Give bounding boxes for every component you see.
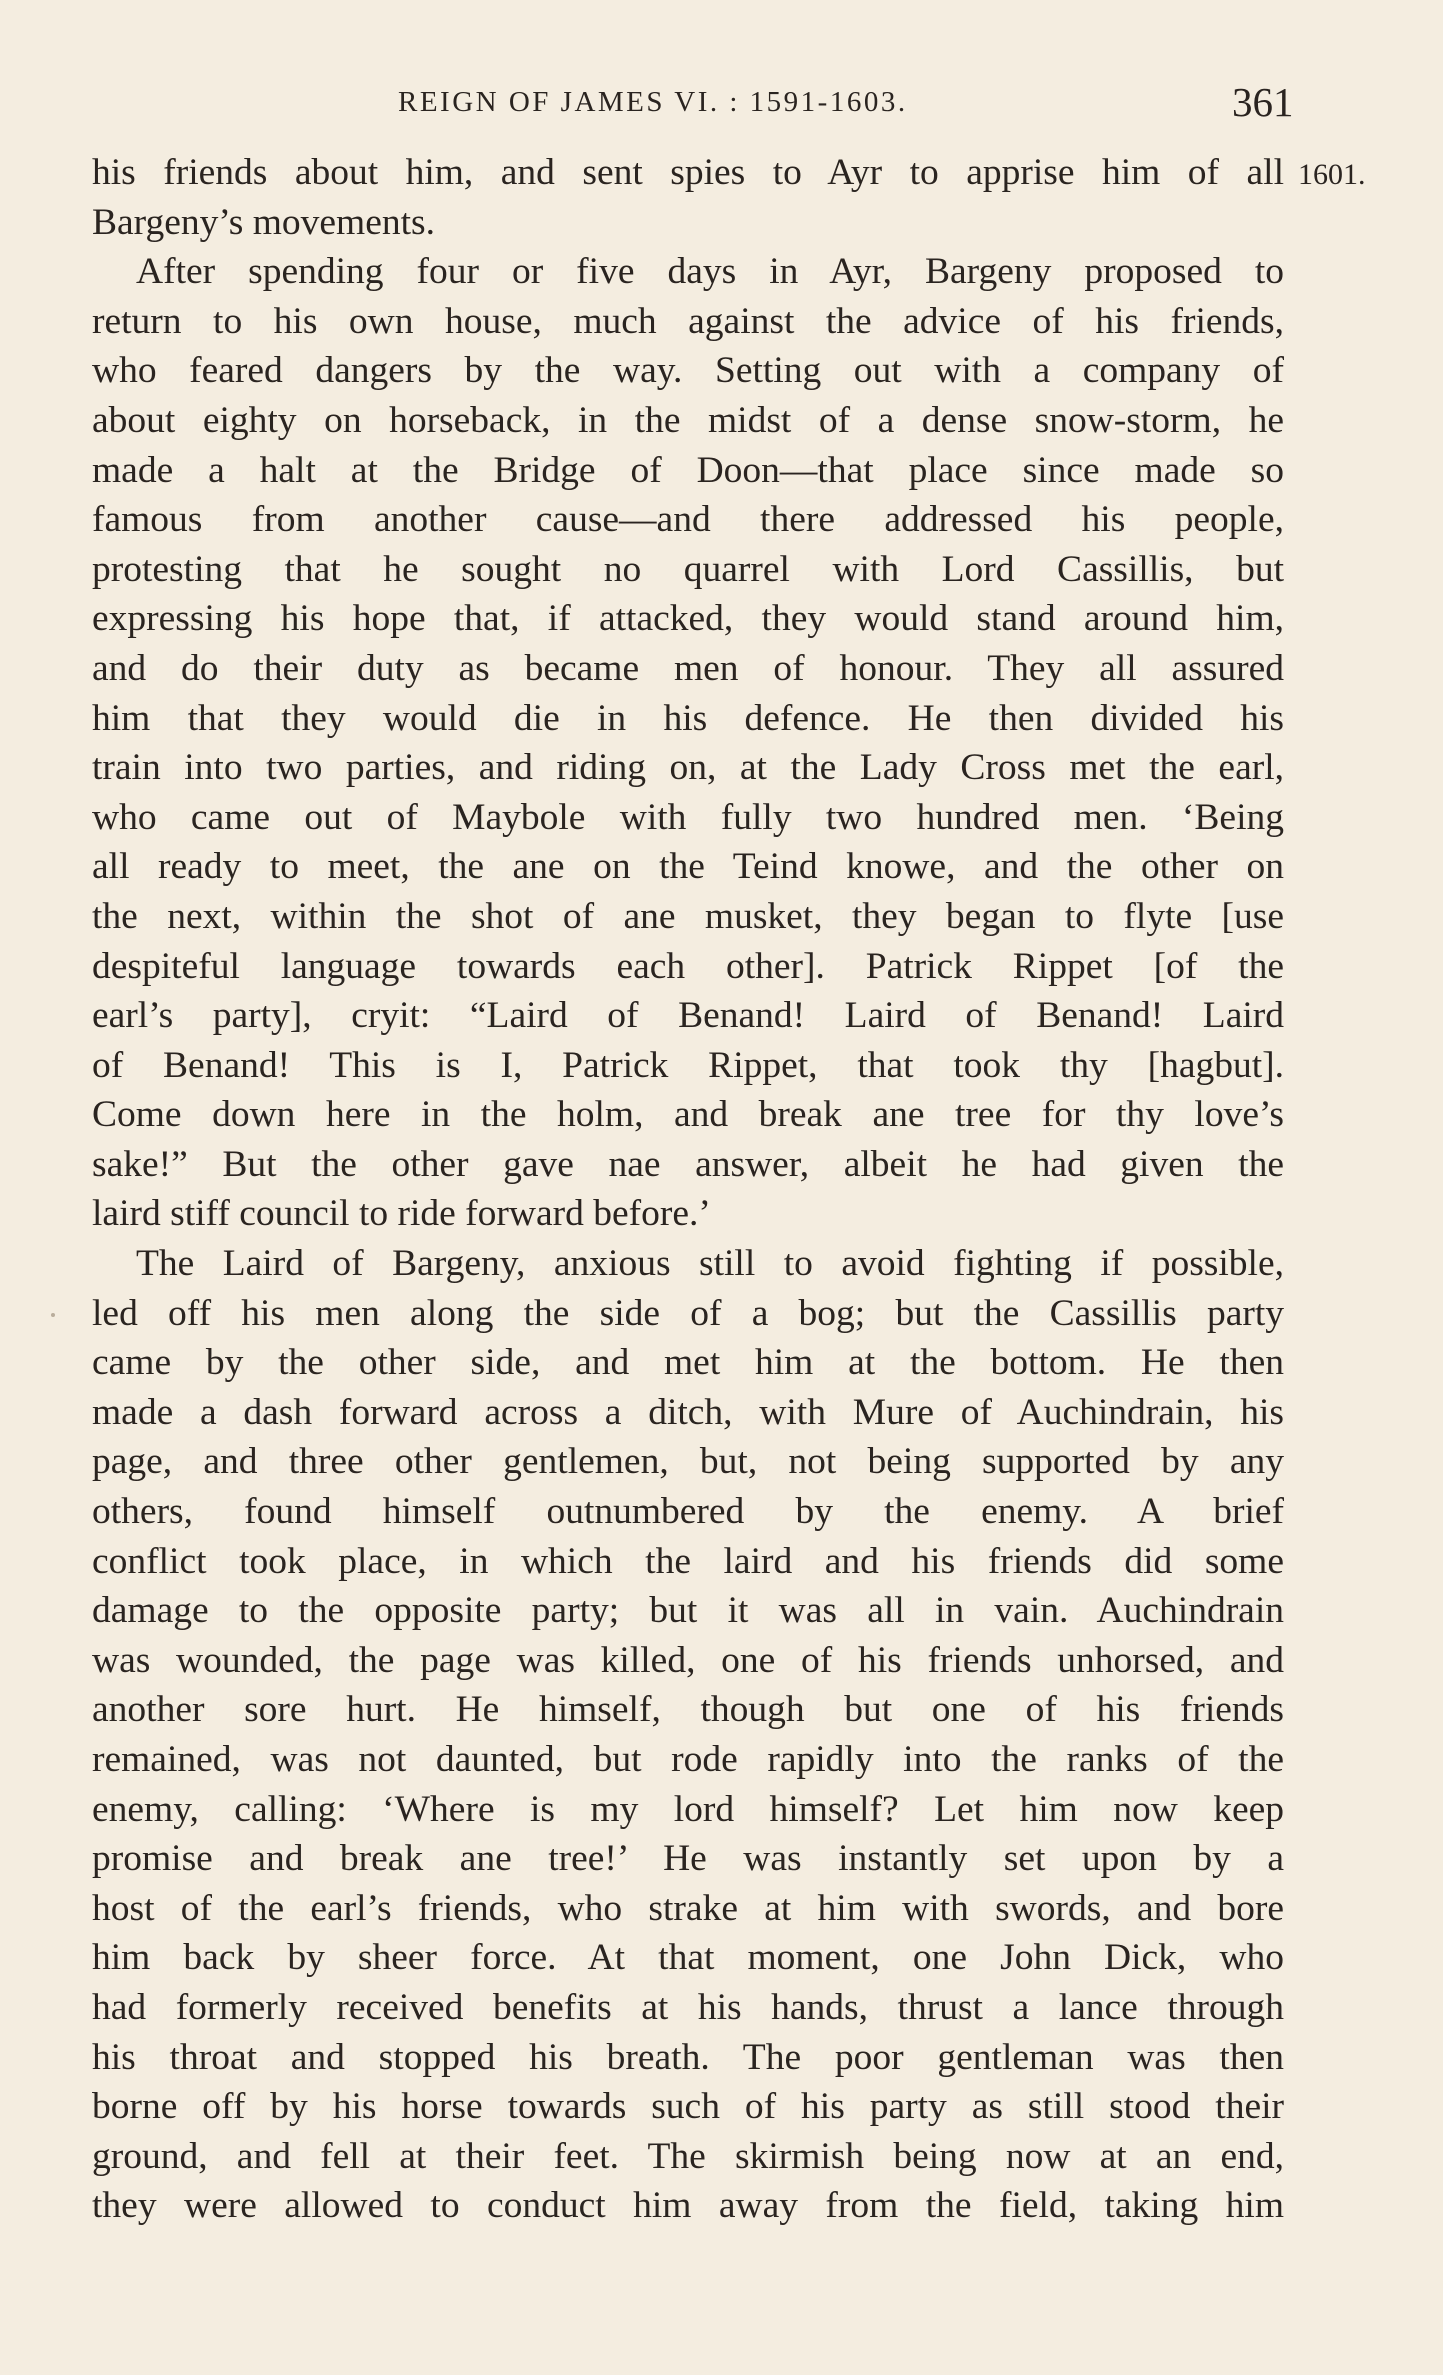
text-line: led off his men along the side of a bog; but the Cassillis party: [92, 1292, 1284, 1334]
running-title: REIGN OF JAMES VI. : 1591-1603.: [398, 86, 908, 118]
text-line: ground, and fell at their feet. The skirmish being now at an end,: [92, 2135, 1284, 2177]
text-line: of Benand! This is I, Patrick Rippet, that took thy [hagbut].: [92, 1044, 1284, 1086]
text-line: host of the earl’s friends, who strake at him with swords, and bore: [92, 1887, 1284, 1929]
page-number: 361: [1232, 79, 1294, 125]
text-line: was wounded, the page was killed, one of his friends unhorsed, and: [92, 1639, 1284, 1681]
text-line: earl’s party], cryit: “Laird of Benand! Laird of Benand! Laird: [92, 995, 1284, 1037]
text-line: damage to the opposite party; but it was all in vain. Auchindrain: [92, 1590, 1284, 1632]
text-line: who feared dangers by the way. Setting out with a company of: [92, 350, 1284, 392]
text-line: made a dash forward across a ditch, with Mure of Auchindrain, his: [92, 1391, 1284, 1433]
text-line: all ready to meet, the ane on the Teind knowe, and the other on: [92, 846, 1284, 888]
text-line: The Laird of Bargeny, anxious still to avoid fighting if possible,: [136, 1243, 1284, 1285]
text-line: conflict took place, in which the laird and his friends did some: [92, 1540, 1284, 1582]
text-line: Bargeny’s movements.: [92, 201, 436, 243]
text-line: After spending four or five days in Ayr, Bargeny proposed to: [136, 251, 1284, 293]
margin-year-note: 1601.: [1298, 158, 1366, 191]
text-line: the next, within the shot of ane musket, they began to flyte [use: [92, 895, 1284, 937]
text-line: they were allowed to conduct him away from the field, taking him: [92, 2185, 1284, 2227]
text-line: return to his own house, much against the advice of his friends,: [92, 300, 1284, 342]
text-line: his friends about him, and sent spies to Ayr to apprise him of all: [92, 152, 1284, 193]
paper-speck: [51, 1313, 55, 1317]
text-line: him that they would die in his defence. He then divided his: [92, 697, 1284, 739]
text-line: page, and three other gentlemen, but, not being supported by any: [92, 1441, 1284, 1483]
text-line: who came out of Maybole with fully two hundred men. ‘Being: [92, 796, 1284, 838]
body-text: [92, 148, 1284, 2231]
text-line: his throat and stopped his breath. The poor gentleman was then: [92, 2036, 1284, 2078]
text-line: came by the other side, and met him at the bottom. He then: [92, 1342, 1284, 1384]
text-line: promise and break ane tree!’ He was instantly set upon by a: [92, 1838, 1284, 1880]
text-line: borne off by his horse towards such of his party as still stood their: [92, 2086, 1284, 2128]
text-line: about eighty on horseback, in the midst of a dense snow-storm, he: [92, 399, 1284, 441]
text-line: expressing his hope that, if attacked, they would stand around him,: [92, 598, 1284, 640]
text-line: despiteful language towards each other]. Patrick Rippet [of the: [92, 945, 1284, 987]
text-line: had formerly received benefits at his hands, thrust a lance through: [92, 1986, 1284, 2028]
running-head: [0, 78, 1443, 128]
text-line: protesting that he sought no quarrel with Lord Cassillis, but: [92, 548, 1284, 590]
text-line: remained, was not daunted, but rode rapidly into the ranks of the: [92, 1739, 1284, 1780]
text-line: and do their duty as became men of honour. They all assured: [92, 647, 1284, 689]
text-line: train into two parties, and riding on, at the Lady Cross met the earl,: [92, 747, 1284, 789]
text-line: another sore hurt. He himself, though but one of his friends: [92, 1689, 1284, 1731]
text-line: others, found himself outnumbered by the enemy. A brief: [92, 1491, 1284, 1533]
text-line: sake!” But the other gave nae answer, albeit he had given the: [92, 1143, 1284, 1185]
text-line: laird stiff council to ride forward before.’: [92, 1193, 711, 1235]
text-line: made a halt at the Bridge of Doon—that place since made so: [92, 449, 1284, 491]
text-line: Come down here in the holm, and break ane tree for thy love’s: [92, 1094, 1284, 1136]
text-line: him back by sheer force. At that moment, one John Dick, who: [92, 1937, 1284, 1979]
text-line: famous from another cause—and there addressed his people,: [92, 499, 1284, 541]
text-line: enemy, calling: ‘Where is my lord himself? Let him now keep: [92, 1788, 1284, 1830]
